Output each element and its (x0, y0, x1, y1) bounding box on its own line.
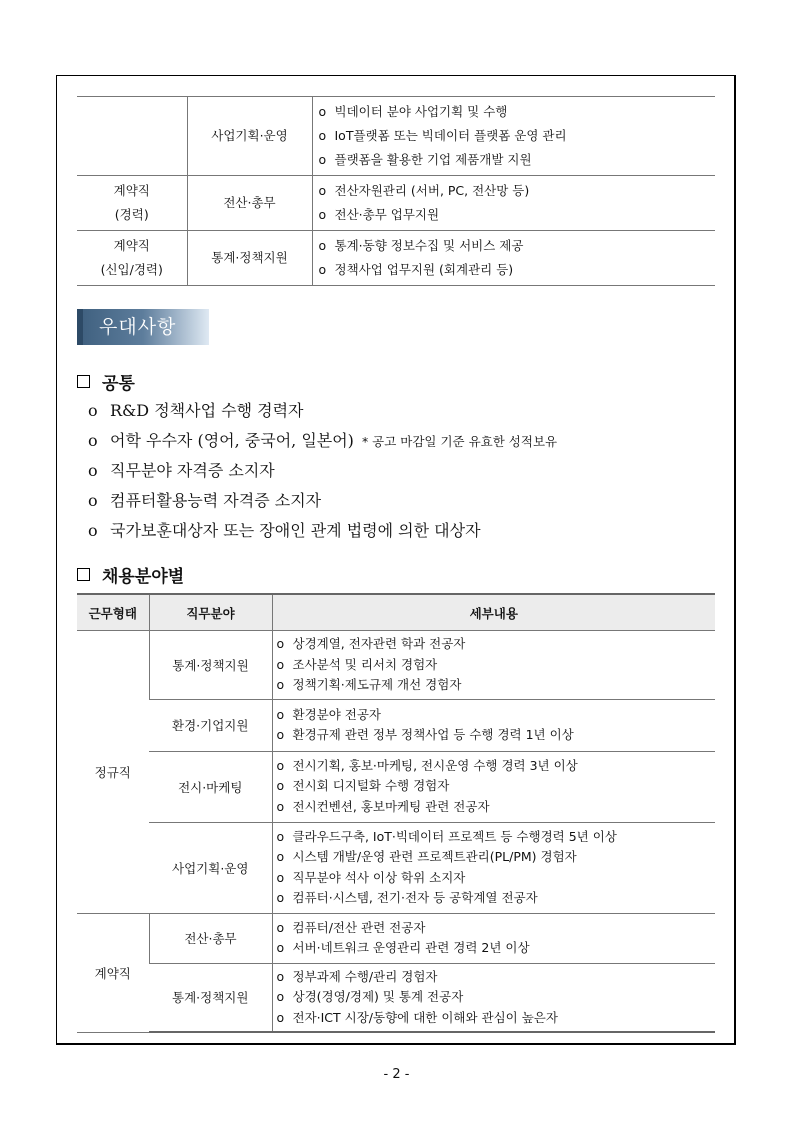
field-cell: 사업기획·운영 (187, 97, 312, 176)
detail-cell (272, 913, 715, 963)
field-cell: 전산·총무 (149, 913, 272, 963)
type-cell: 계약직 (77, 913, 149, 1032)
detail-cell (272, 822, 715, 913)
list-item: o 전산·총무 업무지원 (318, 207, 440, 222)
field-cell: 환경·기업지원 (149, 699, 272, 751)
list-item: o 시스템 개발/운영 관련 프로젝트관리(PL/PM) 경험자 (276, 849, 577, 864)
table-row (77, 699, 715, 751)
list-item: o 환경분야 전공자 (276, 706, 381, 722)
field-cell: 전산·총무 (187, 176, 312, 231)
field-cell: 통계·정책지원 (149, 963, 272, 1032)
list-item: o IoT플랫폼 또는 빅데이터 플랫폼 운영 관리 (318, 128, 567, 143)
detail-cell (312, 97, 715, 176)
type-cell: 계약직 (경력) (77, 176, 187, 231)
list-item: o 정책사업 업무지원 (회계관리 등) (318, 262, 514, 277)
table-header-row (77, 594, 715, 631)
list-item: o 빅데이터 분야 사업기획 및 수행 (318, 104, 508, 119)
field-cell: 사업기획·운영 (149, 822, 272, 913)
list-item: o 환경규제 관련 정부 정책사업 등 수행 경력 1년 이상 (276, 727, 574, 742)
note: * 공고 마감일 기준 유효한 성적보유 (361, 434, 558, 449)
list-item: o 상경(경영/경제) 및 통계 전공자 (276, 989, 464, 1004)
table-row (77, 97, 715, 176)
detail-cell (272, 751, 715, 822)
table-row (77, 963, 715, 1032)
list-item: o 정부과제 수행/관리 경험자 (276, 968, 438, 984)
detail-cell (312, 176, 715, 231)
table-row (77, 822, 715, 913)
list-item: o 클라우드구축, IoT·빅데이터 프로젝트 등 수행경력 5년 이상 (276, 828, 617, 844)
list-item: o 컴퓨터/전산 관련 전공자 (276, 919, 426, 935)
column-header: 세부내용 (272, 594, 715, 631)
checkbox-square-icon (77, 568, 90, 581)
list-item: o 전자·ICT 시장/동향에 대한 이해와 관심이 높은자 (276, 1009, 558, 1025)
by-field-table (77, 593, 715, 1033)
list-item: o 컴퓨터활용능력 자격증 소지자 (88, 491, 322, 510)
field-cell: 통계·정책지원 (187, 231, 312, 286)
list-item: o R&D 정책사업 수행 경력자 (88, 401, 304, 420)
common-list (88, 396, 557, 546)
list-item: o 직무분야 석사 이상 학위 소지자 (276, 869, 466, 885)
table-row (77, 913, 715, 963)
table-row (77, 751, 715, 822)
type-cell: 계약직 (신입/경력) (77, 231, 187, 286)
type-cell (77, 97, 187, 176)
list-item: o 통계·동향 정보수집 및 서비스 제공 (318, 238, 524, 253)
column-header: 직무분야 (149, 594, 272, 631)
list-item: o 전시기획, 홍보·마케팅, 전시운영 수행 경력 3년 이상 (276, 757, 578, 773)
section-title-bar (77, 309, 83, 345)
table-row (77, 231, 715, 286)
detail-cell (272, 963, 715, 1032)
detail-cell (272, 699, 715, 751)
list-item: o 정책기획·제도규제 개선 경험자 (276, 677, 462, 692)
list-item: o 직무분야 자격증 소지자 (88, 461, 275, 480)
list-item: o 전시회 디지털화 수행 경험자 (276, 778, 450, 794)
list-item: o 플랫폼을 활용한 기업 제품개발 지원 (318, 152, 532, 167)
common-heading: 공통 (77, 369, 135, 394)
page-number: - 2 - (383, 1067, 410, 1082)
table-row (77, 176, 715, 231)
table-row (77, 631, 715, 700)
by-field-heading: 채용분야별 (77, 562, 184, 587)
list-item: o 컴퓨터·시스템, 전기·전자 등 공학계열 전공자 (276, 890, 538, 905)
list-item: o 전시컨벤션, 홍보마케팅 관련 전공자 (276, 798, 490, 814)
column-header: 근무형태 (77, 594, 149, 631)
list-item: o 전산자원관리 (서버, PC, 전산망 등) (318, 183, 530, 198)
section-title: 우대사항 (77, 309, 209, 345)
list-item: o 서버·네트워크 운영관리 관련 경력 2년 이상 (276, 940, 530, 955)
type-cell: 정규직 (77, 631, 149, 914)
list-item: o 조사분석 및 리서치 경험자 (276, 656, 438, 672)
checkbox-square-icon (77, 375, 90, 388)
field-cell: 전시·마케팅 (149, 751, 272, 822)
list-item: o 상경계열, 전자관련 학과 전공자 (276, 636, 466, 651)
detail-cell (272, 631, 715, 700)
top-table (77, 96, 715, 286)
list-item: o 국가보훈대상자 또는 장애인 관계 법령에 의한 대상자 (88, 521, 481, 540)
list-item: o 어학 우수자 (영어, 중국어, 일본어) * 공고 마감일 기준 유효한 성적보유 (88, 431, 558, 450)
detail-cell (312, 231, 715, 286)
field-cell: 통계·정책지원 (149, 631, 272, 700)
